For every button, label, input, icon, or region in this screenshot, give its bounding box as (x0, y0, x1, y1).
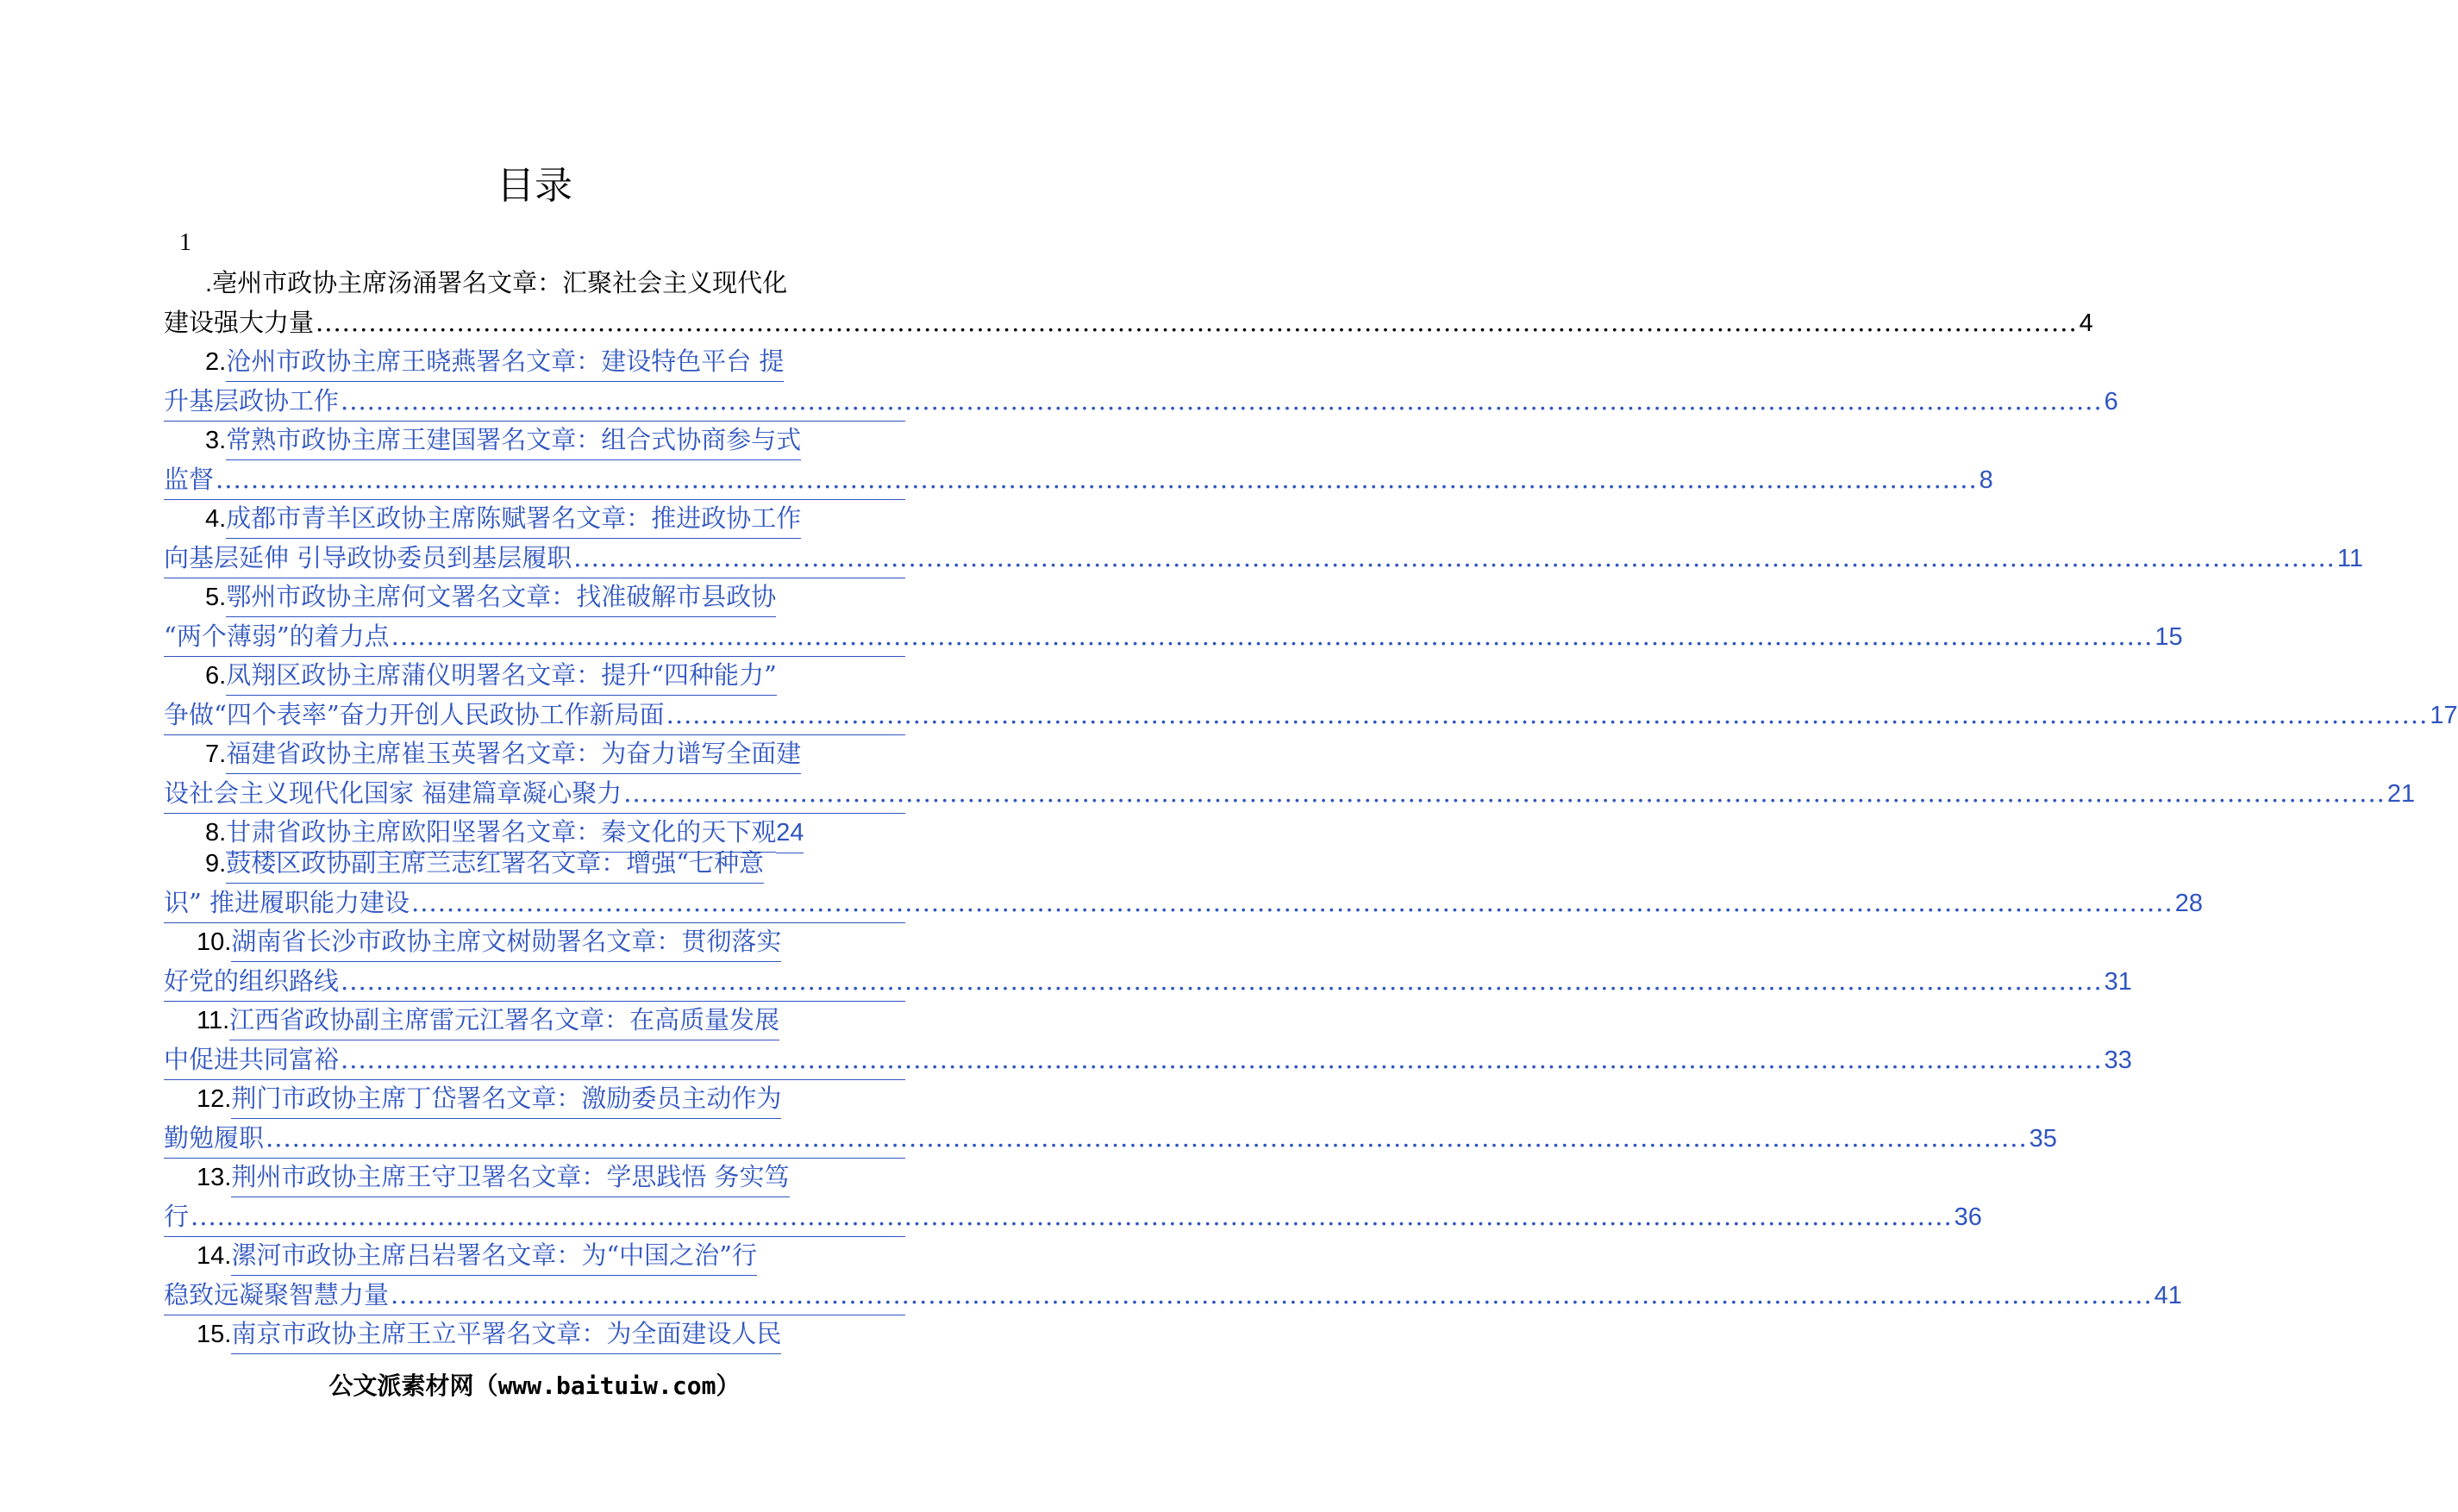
toc-entry-title-cont: 建设强大力量 (164, 308, 315, 337)
toc-entry-title[interactable]: 成都市青羊区政协主席陈赋署名文章：推进政协工作 (226, 499, 801, 539)
toc-entry-line1 (164, 734, 905, 773)
toc-entry-line2 (164, 538, 2363, 578)
toc-entry-line1 (164, 264, 905, 303)
toc-entry-line2 (164, 616, 2183, 657)
toc-entry-number: 7. (205, 740, 227, 768)
toc-entry-leader: ........................................................................................................................................................................................................ (266, 1123, 2028, 1153)
toc-entry[interactable] (164, 499, 2363, 578)
toc-entry-number: 11. (197, 1007, 230, 1034)
toc-entry-number: 8. (205, 819, 227, 847)
toc-entry-title[interactable]: 湖南省长沙市政协主席文树勋署名文章：贯彻落实 (231, 922, 781, 962)
toc-entry-title[interactable]: 漯河市政协主席吕岩署名文章：为“中国之治”行 (231, 1236, 757, 1276)
toc-entry-title[interactable]: 福建省政协主席崔玉英署名文章：为奋力谱写全面建 (226, 734, 801, 774)
footer-prefix: 公文派素材网（ (328, 1371, 498, 1400)
toc-entry (164, 264, 2093, 342)
toc-entry-leader: ........................................................................................................................................................................................................ (573, 543, 2336, 572)
toc-entry-line1 (164, 1236, 905, 1275)
table-of-contents (164, 264, 2458, 1354)
toc-entry-page[interactable]: 36 (1954, 1203, 1982, 1231)
toc-entry-number: 10. (197, 928, 232, 956)
toc-entry-line1 (164, 421, 905, 459)
footer-suffix: ） (716, 1371, 741, 1400)
toc-entry-page[interactable]: 11 (2336, 545, 2363, 572)
toc-entry-number: 9. (205, 850, 227, 878)
toc-entry-title[interactable]: 南京市政协主席王立平署名文章：为全面建设人民 (231, 1315, 781, 1354)
toc-entry-title-cont[interactable]: “两个薄弱”的着力点 (164, 622, 390, 651)
toc-entry-line1 (164, 578, 905, 616)
toc-entry-leader: ........................................................................................................................................................................................................ (216, 465, 1978, 494)
toc-entry-page[interactable]: 17 (2430, 702, 2458, 729)
toc-entry-line1 (164, 656, 905, 695)
toc-entry[interactable] (164, 421, 1993, 499)
toc-entry[interactable] (164, 1236, 2182, 1315)
toc-entry-line1 (164, 1001, 905, 1040)
toc-entry-page[interactable]: 8 (1979, 466, 1993, 494)
toc-entry-number: 2. (205, 348, 227, 376)
toc-entry-line1 (164, 1158, 905, 1196)
toc-entry-number: 5. (205, 584, 227, 611)
toc-entry[interactable] (164, 844, 2203, 922)
footer (0, 1369, 1069, 1403)
toc-entry-line1 (164, 1315, 905, 1353)
toc-entry-title[interactable]: 江西省政协副主席雷元江署名文章：在高质量发展 (229, 1001, 779, 1040)
toc-entry-number: 15. (197, 1321, 232, 1348)
toc-entry-leader: ........................................................................................................................................................................................................ (391, 622, 2154, 651)
toc-entry[interactable] (164, 1315, 905, 1354)
toc-entry-title: 亳州市政协主席汤涌署名文章：汇聚社会主义现代化 (212, 268, 788, 297)
toc-entry-title[interactable]: 凤翔区政协主席蒲仪明署名文章：提升“四种能力” (226, 656, 777, 696)
toc-entry-line2 (164, 1118, 2057, 1159)
toc-entry-line2 (164, 1196, 1982, 1237)
toc-entry-line2 (164, 381, 2118, 422)
toc-entry-page[interactable]: 21 (2386, 780, 2416, 808)
toc-entry-title-cont[interactable]: 监督 (164, 465, 215, 494)
toc-entry-line2 (164, 773, 2416, 814)
toc-entry-line2 (164, 961, 2132, 1002)
toc-entry-line1 (164, 922, 905, 961)
toc-entry-title[interactable]: 荆门市政协主席丁岱署名文章：激励委员主动作为 (231, 1079, 781, 1119)
toc-entry-page[interactable]: 31 (2104, 968, 2132, 996)
footer-url[interactable]: www.baituiw.com (497, 1371, 716, 1400)
toc-entry-title-cont[interactable]: 稳致远凝聚智慧力量 (164, 1280, 390, 1309)
toc-entry-number: 3. (205, 427, 227, 454)
toc-entry-leader: ........................................................................................................................................................................................................ (411, 888, 2173, 917)
toc-entry-title-cont[interactable]: 识” 推进履职能力建设 (164, 888, 410, 917)
toc-entry-leader: ........................................................................................................................................................................................................ (666, 700, 2429, 729)
toc-entry-line1 (164, 499, 905, 538)
toc-entry-leader: ........................................................................................................................................................................................................ (191, 1202, 1953, 1231)
toc-entry[interactable] (164, 922, 2132, 1001)
toc-entry-page[interactable]: 33 (2104, 1047, 2132, 1074)
toc-entry-leader: ........................................................................................................................................................................................................ (316, 308, 2078, 337)
toc-entry[interactable] (164, 1079, 2057, 1158)
toc-entry-title[interactable]: 常熟市政协主席王建国署名文章：组合式协商参与式 (226, 421, 801, 460)
toc-entry-line2 (164, 695, 2458, 735)
toc-entry-title-cont[interactable]: 升基层政协工作 (164, 386, 340, 415)
toc-title: 目录 (497, 164, 572, 208)
toc-entry-line1 (164, 844, 905, 883)
toc-entry-title-cont[interactable]: 争做“四个表率”奋力开创人民政协工作新局面 (164, 700, 665, 729)
toc-entry-line1 (164, 342, 905, 381)
toc-entry-page: 4 (2079, 309, 2093, 337)
toc-entry-page[interactable]: 35 (2029, 1125, 2057, 1153)
toc-entry-title-cont[interactable]: 向基层延伸 引导政协委员到基层履职 (164, 543, 572, 572)
toc-entry-line2 (164, 1275, 2182, 1315)
toc-entry-number: 13. (197, 1164, 232, 1191)
toc-entry-line2 (164, 459, 1993, 500)
toc-entry-leader: ........................................................................................................................................................................................................ (341, 966, 2103, 996)
toc-entry-page[interactable]: 6 (2104, 388, 2118, 415)
toc-entry-number: 6. (205, 662, 227, 690)
toc-entry-leader: ........................................................................................................................................................................................................ (623, 778, 2386, 808)
toc-entry-line2 (164, 1040, 2132, 1080)
toc-entry-title[interactable]: 鄂州市政协主席何文署名文章：找准破解市县政协 (226, 578, 776, 617)
toc-entry[interactable] (164, 1158, 1982, 1236)
toc-entry-leader: ........................................................................................................................................................................................................ (341, 386, 2103, 415)
toc-entry[interactable] (164, 656, 2458, 734)
toc-entry-line2 (164, 303, 2093, 342)
lead-number: 1 (179, 229, 191, 256)
toc-entry-number: 4. (205, 505, 227, 533)
toc-entry-title[interactable]: 沧州市政协主席王晓燕署名文章：建设特色平台 提 (226, 342, 784, 382)
toc-entry-number: 12. (197, 1085, 232, 1113)
toc-entry[interactable] (164, 1001, 2132, 1079)
toc-entry[interactable] (164, 734, 2416, 813)
toc-entry-title[interactable]: 鼓楼区政协副主席兰志红署名文章：增强“七种意 (226, 844, 764, 884)
toc-entry-page[interactable]: 15 (2155, 623, 2183, 651)
toc-entry-number: . (205, 270, 213, 297)
toc-entry[interactable] (164, 342, 2118, 421)
toc-entry-page[interactable]: 41 (2154, 1282, 2182, 1309)
toc-entry-title-cont[interactable]: 中促进共同富裕 (164, 1045, 340, 1074)
toc-entry[interactable] (164, 813, 905, 847)
toc-entry-title-cont[interactable]: 行 (164, 1202, 190, 1231)
toc-entry-leader: ........................................................................................................................................................................................................ (341, 1045, 2103, 1074)
toc-entry-title[interactable]: 甘肃省政协主席欧阳坚署名文章：秦文化的天下观 (226, 813, 776, 853)
toc-entry-leader: ........................................................................................................................................................................................................ (391, 1280, 2153, 1309)
toc-entry-title-cont[interactable]: 设社会主义现代化国家 福建篇章凝心聚力 (164, 778, 622, 808)
toc-entry-line1 (164, 1079, 905, 1118)
toc-entry[interactable] (164, 578, 2183, 656)
toc-entry-title[interactable]: 荆州市政协主席王守卫署名文章：学思践悟 务实笃 (231, 1158, 789, 1197)
toc-entry-title-cont[interactable]: 勤勉履职 (164, 1123, 265, 1153)
toc-entry-page[interactable]: 28 (2174, 890, 2203, 917)
toc-entry-number: 14. (197, 1242, 232, 1270)
toc-entry-line2 (164, 883, 2203, 923)
toc-entry-title-cont[interactable]: 好党的组织路线 (164, 966, 340, 996)
toc-entry-page[interactable]: 24 (776, 814, 804, 853)
